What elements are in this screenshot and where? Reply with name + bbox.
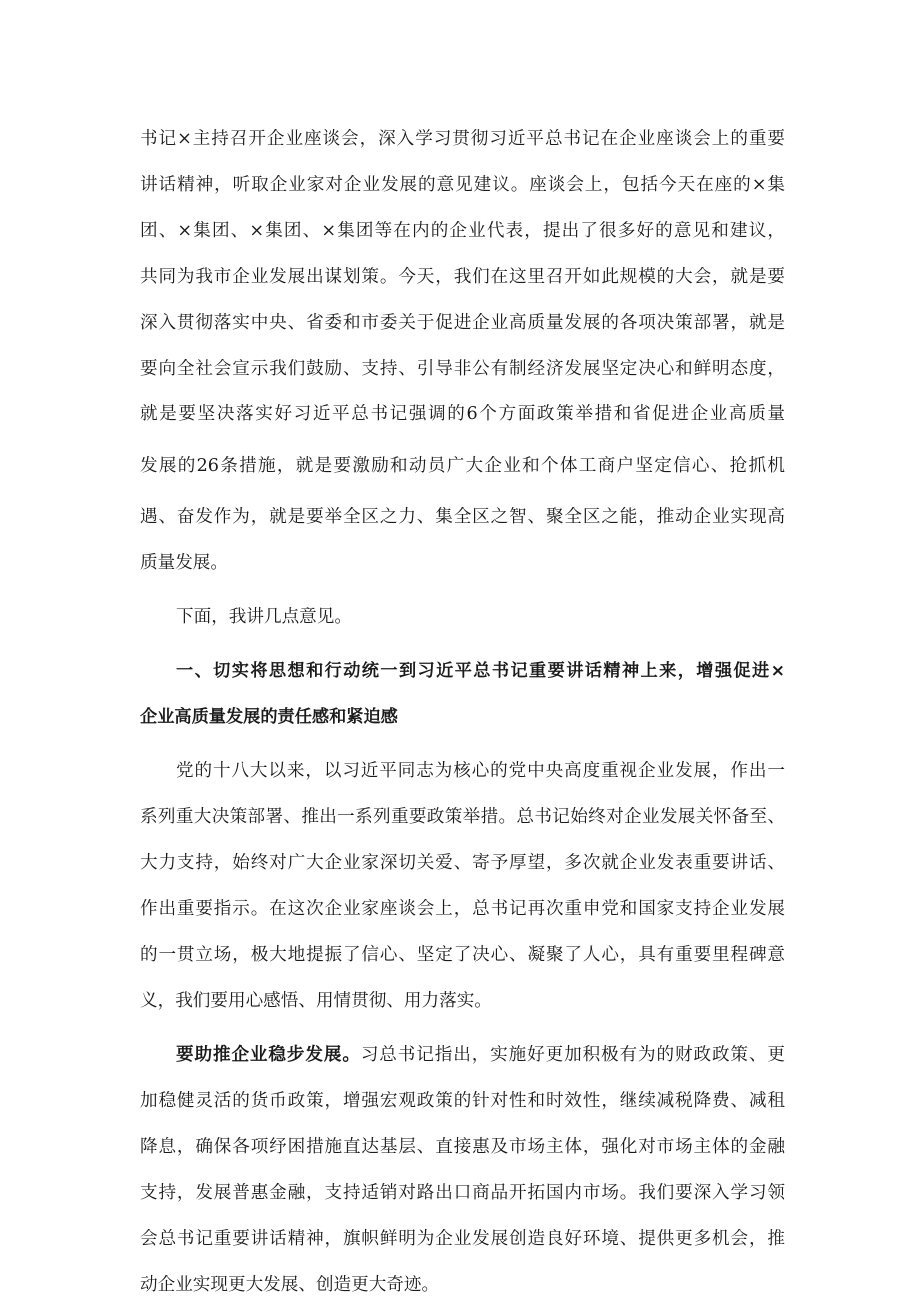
text-line: 就是要坚决落实好习近平总书记强调的6个方面政策举措和省促进企业高质量	[140, 404, 785, 424]
text-line: 系列重大决策部署、推出一系列重要政策举措。总书记始终对企业发展关怀备至、	[140, 807, 785, 827]
text-line: 加稳健灵活的货币政策，增强宏观政策的针对性和时效性，继续减税降费、减租	[140, 1091, 785, 1111]
text-line: 书记×主持召开企业座谈会，深入学习贯彻习近平总书记在企业座谈会上的重要	[140, 129, 785, 149]
section-heading: 一、切实将思想和行动统一到习近平总书记重要讲话精神上来，增强促进×	[176, 661, 785, 681]
text-line: 要向全社会宣示我们鼓励、支持、引导非公有制经济发展坚定决心和鲜明态度，	[140, 359, 785, 379]
text-line: 下面，我讲几点意见。	[176, 607, 352, 627]
bold-lead-text: 要助推企业稳步发展。	[176, 1044, 361, 1065]
text-line: 讲话精神，听取企业家对企业发展的意见建议。座谈会上，包括今天在座的×集	[140, 175, 785, 195]
text-line: 团、×集团、×集团、×集团等在内的企业代表，提出了很多好的意见和建议，	[140, 221, 785, 241]
section-heading: 企业高质量发展的责任感和紧迫感	[140, 707, 398, 727]
text-line: 大力支持，始终对广大企业家深切关爱、寄予厚望，多次就企业发表重要讲话、	[140, 853, 785, 873]
text-line: 义，我们要用心感悟、用情贯彻、用力落实。	[140, 991, 492, 1011]
text-line: 遇、奋发作为，就是要举全区之力、集全区之智、聚全区之能，推动企业实现高	[140, 507, 785, 527]
text-line: 深入贯彻落实中央、省委和市委关于促进企业高质量发展的各项决策部署，就是	[140, 313, 785, 333]
text-line: 质量发展。	[140, 553, 228, 573]
text-line: 发展的26条措施，就是要激励和动员广大企业和个体工商户坚定信心、抢抓机	[140, 456, 785, 476]
text-line: 支持，发展普惠金融，支持适销对路出口商品开拓国内市场。我们要深入学习领	[140, 1183, 785, 1203]
text-line: 会总书记重要讲话精神，旗帜鲜明为企业发展创造良好环境、提供更多机会，推	[140, 1229, 785, 1249]
text-line: 的一贯立场，极大地提振了信心、坚定了决心、凝聚了人心，具有重要里程碑意	[140, 945, 785, 965]
text-line: 降息，确保各项纾困措施直达基层、直接惠及市场主体，强化对市场主体的金融	[140, 1137, 785, 1157]
text-line: 作出重要指示。在这次企业家座谈会上，总书记再次重申党和国家支持企业发展	[140, 899, 785, 919]
text-span: 习总书记指出，实施好更加积极有为的财政政策、更	[360, 1045, 785, 1065]
text-line: 动企业实现更大发展、创造更大奇迹。	[140, 1275, 440, 1295]
text-line: 共同为我市企业发展出谋划策。今天，我们在这里召开如此规模的大会，就是要	[140, 267, 785, 287]
text-line	[176, 1040, 785, 1070]
text-line: 党的十八大以来，以习近平同志为核心的党中央高度重视企业发展，作出一	[176, 761, 785, 781]
